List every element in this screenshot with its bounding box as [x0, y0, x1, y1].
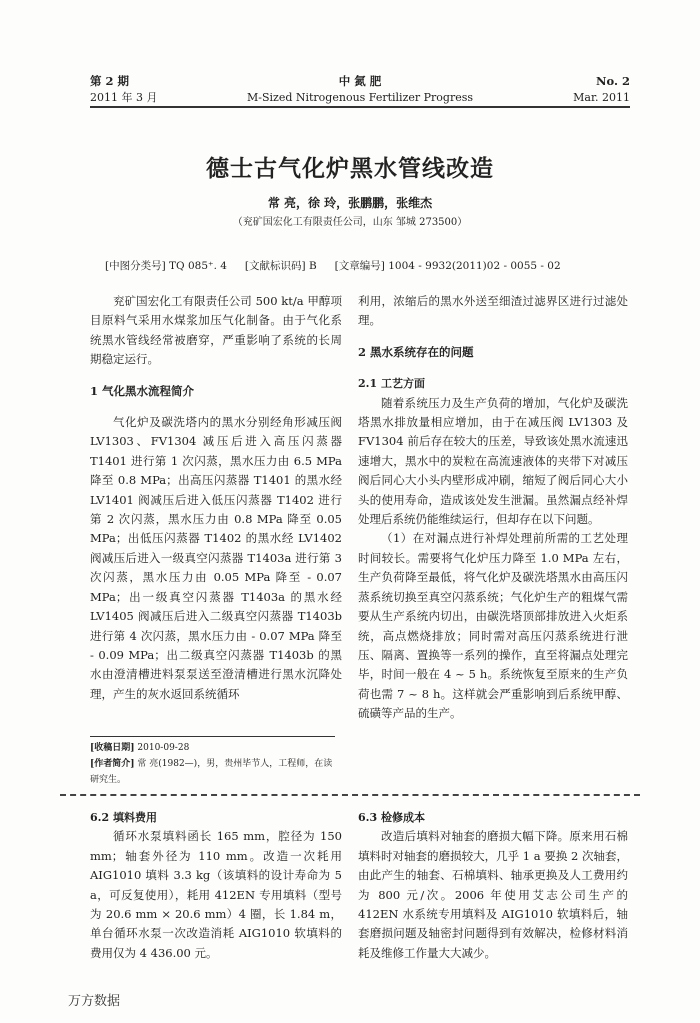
section-6-2-heading: 6.2 填料费用 [90, 811, 157, 824]
section-1-heading: 1 气化黑水流程简介 [90, 383, 195, 398]
footnote [90, 740, 340, 788]
intro-paragraph: 兖矿国宏化工有限责任公司 500 kt/a 甲醇项目原料气采用水煤浆加压气化制备。由于气化系统黑水管线经常被磨穿，严重影响了系统的长周期稳定运行。 [90, 294, 342, 367]
section-2-1-heading: 2.1 工艺方面 [358, 377, 425, 391]
section-6-3-heading: 6.3 检修成本 [358, 811, 425, 824]
classification-line [105, 258, 625, 273]
journal-header [90, 73, 630, 105]
section-2-1-item-1: （1）在对漏点进行补焊处理前所需的工艺处理时间较长。需要将气化炉压力降至 1.0 MPa 左右，生产负荷降至最低，将气化炉及碳洗塔黑水由高压闪蒸系统切换至真空闪蒸系统；气化炉生产的粗煤气需要从生产系统内切出，由碳洗塔顶部排放进入火炬系统，高点燃烧排放；同时需对高压闪蒸系统进行泄压、隔离、置换等一系列的操作，直至将漏点处理完毕，时间一般在 4 ~ 5 h。系统恢复至原来的生产负荷也需 7 ~ 8 h。这样就会严重影响到后系统甲醇、硫磺等产品的生产。 [358, 531, 628, 721]
section-6-3-paragraph: 改造后填料对轴套的磨损大幅下降。原来用石棉填料时对轴套的磨损较大，几乎 1 a 要换 2 次轴套，由此产生的轴套、石棉填料、轴承更换及人工费用约为 800 元/次。2006 年使用艾志公司生产的 412EN 水系统专用填料及 AIG1010 软填料后，轴套磨损问题及轴密封问题得到有效解决，检修材料消耗及维修工作量大大减少。 [358, 829, 628, 960]
author-bio: 常 亮(1982—)，男，贵州毕节人，工程师，在读研究生。 [90, 759, 333, 785]
continued-paragraph: 利用，浓缩后的黑水外送至细渣过滤界区进行过滤处理。 [358, 294, 628, 328]
page-cut-line [60, 794, 640, 796]
left-column [90, 292, 342, 704]
author-affiliation: （兖矿国宏化工有限责任公司，山东 邹城 273500） [232, 217, 468, 228]
article-title: 德士古气化炉黑水管线改造 [206, 156, 494, 182]
section-2-heading: 2 黑水系统存在的问题 [358, 344, 474, 359]
right-column [358, 292, 628, 724]
section-2-1-paragraph: 随着系统压力及生产负荷的增加，气化炉及碳洗塔黑水排放量相应增加，由于在减压阀 LV1303 及 FV1304 前后存在较大的压差，导致该处黑水流速迅速增大，黑水中的炭粒在高流速液体的夹带下对减压阀后同心大小头内壁形成冲刷，缩短了阀后同心大小头的使用寿命，造成该处发生泄漏。虽然漏点经补焊处理后系统仍能维续运行，但却存在以下问题。 [358, 395, 628, 527]
issue-number-en: No. 2 [596, 74, 630, 88]
footnote-rule [90, 736, 335, 737]
lower-left-column [90, 808, 342, 963]
clc-code: [中图分类号] TQ 085⁺. 4 [105, 260, 227, 272]
lower-right-column [358, 808, 628, 963]
section-6-2-paragraph: 循环水泵填料函长 165 mm，腔径为 150 mm；轴套外径为 110 mm。改造一次耗用 AIG1010 填料 3.3 kg（该填料的设计寿命为 5 a，可反复使用），耗用 412EN 专用填料（型号为 20.6 mm × 20.6 mm）4 圈，长 1.84 m，单台循环水泵一次改造消耗 AIG1010 软填料的费用仅为 4 436.00 元。 [90, 829, 342, 960]
issue-date-cn: 2011 年 3 月 [90, 91, 158, 104]
article-number: [文章编号] 1004 - 9932(2011)02 - 0055 - 02 [334, 260, 561, 272]
journal-name-en: M-Sized Nitrogenous Fertilizer Progress [246, 90, 474, 104]
watermark: 万方数据 [68, 994, 121, 1009]
section-1-paragraph: 气化炉及碳洗塔内的黑水分别经角形减压阀 LV1303、FV1304 减压后进入高压闪蒸器 T1401 进行第 1 次闪蒸，黑水压力由 6.5 MPa 降至 0.8 MPa；出高压闪蒸器 T1401 的黑水经 LV1401 阀减压后进入低压闪蒸器 T1402 进行第 2 次闪蒸，黑水压力由 0.8 MPa 降至 0.05 MPa；出低压闪蒸器 T1402 的黑水经 LV1402 阀减压后进入一级真空闪蒸器 T1403a 进行第 3 次闪蒸，黑水压力由 0.05 MPa 降至 - 0.07 MPa；出一级真空闪蒸器 T1403a 的黑水经 LV1405 阀减压后进入二级真空闪蒸器 T1403b 进行第 4 次闪蒸，黑水压力由 - 0.07 MPa 降至 - 0.09 MPa；出二级真空闪蒸器 T1403b 的黑水由澄清槽进料泵泵送至澄清槽进行黑水沉降处理，产生的灰水返回系统循环 [90, 415, 342, 701]
received-date: 2010-09-28 [137, 743, 190, 753]
header-rule [90, 106, 630, 108]
article-authors: 常 亮，徐 玲，张鹏鹏，张维杰 [267, 196, 433, 210]
issue-date-en: Mar. 2011 [573, 90, 630, 104]
issue-number: 第 2 期 [90, 74, 130, 88]
author-bio-label: [作者简介] [90, 759, 135, 769]
received-label: [收稿日期] [90, 743, 135, 753]
journal-name-cn: 中 氮 肥 [338, 74, 382, 88]
document-code: [文献标识码] B [244, 260, 317, 272]
